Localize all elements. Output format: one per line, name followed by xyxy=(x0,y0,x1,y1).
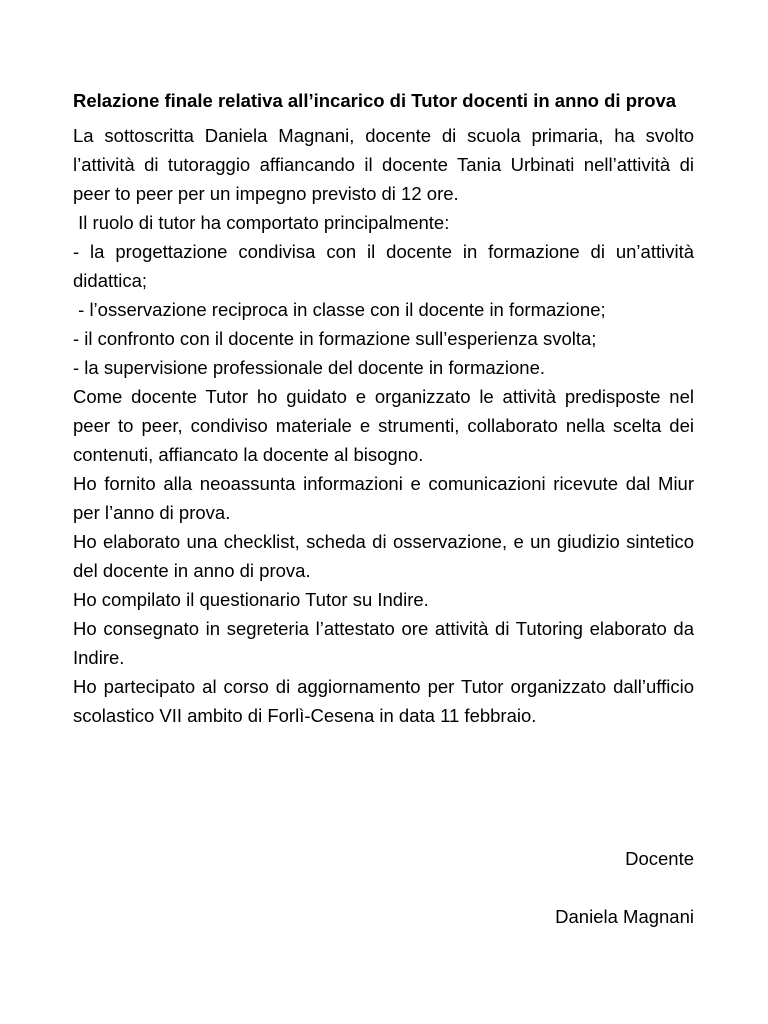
paragraph-corso: Ho partecipato al corso di aggiornamento per Tutor organizzato dall’ufficio scolastico VII ambito di Forlì-Cesena in data 11 febbraio. xyxy=(73,676,694,726)
paragraph-item-progettazione: - la progettazione condivisa con il docente in formazione di un’attività didattica; xyxy=(73,241,694,291)
paragraph-attivita: Come docente Tutor ho guidato e organizzato le attività predisposte nel peer to peer, condiviso materiale e strumenti, collaborato nella scelta dei contenuti, affiancato la docente al bisogno. xyxy=(73,386,694,465)
paragraph-attestato: Ho consegnato in segreteria l’attestato ore attività di Tutoring elaborato da Indire. xyxy=(73,618,694,668)
paragraph-item-confronto: - il confronto con il docente in formazione sull’esperienza svolta; xyxy=(73,328,597,349)
paragraph-role-heading: Il ruolo di tutor ha comportato principalmente: xyxy=(73,212,450,233)
document-page xyxy=(73,86,694,730)
signature-role: Docente xyxy=(625,848,694,869)
document-title: Relazione finale relativa all’incarico di Tutor docenti in anno di prova xyxy=(73,90,677,111)
paragraph-item-osservazione: - l’osservazione reciproca in classe con il docente in formazione; xyxy=(73,299,606,320)
paragraph-checklist: Ho elaborato una checklist, scheda di osservazione, e un giudizio sintetico del docente in anno di prova. xyxy=(73,531,694,581)
paragraph-item-supervisione: - la supervisione professionale del docente in formazione. xyxy=(73,357,546,378)
paragraph-intro: La sottoscritta Daniela Magnani, docente di scuola primaria, ha svolto l’attività di tutoraggio affiancando il docente Tania Urbinati nell’attività di peer to peer per un impegno previsto di 12 ore. xyxy=(73,125,694,204)
paragraph-informazioni: Ho fornito alla neoassunta informazioni e comunicazioni ricevute dal Miur per l’anno di prova. xyxy=(73,473,694,523)
document-body xyxy=(73,121,694,730)
signature-name: Daniela Magnani xyxy=(555,906,694,927)
paragraph-questionario: Ho compilato il questionario Tutor su Indire. xyxy=(73,589,429,610)
